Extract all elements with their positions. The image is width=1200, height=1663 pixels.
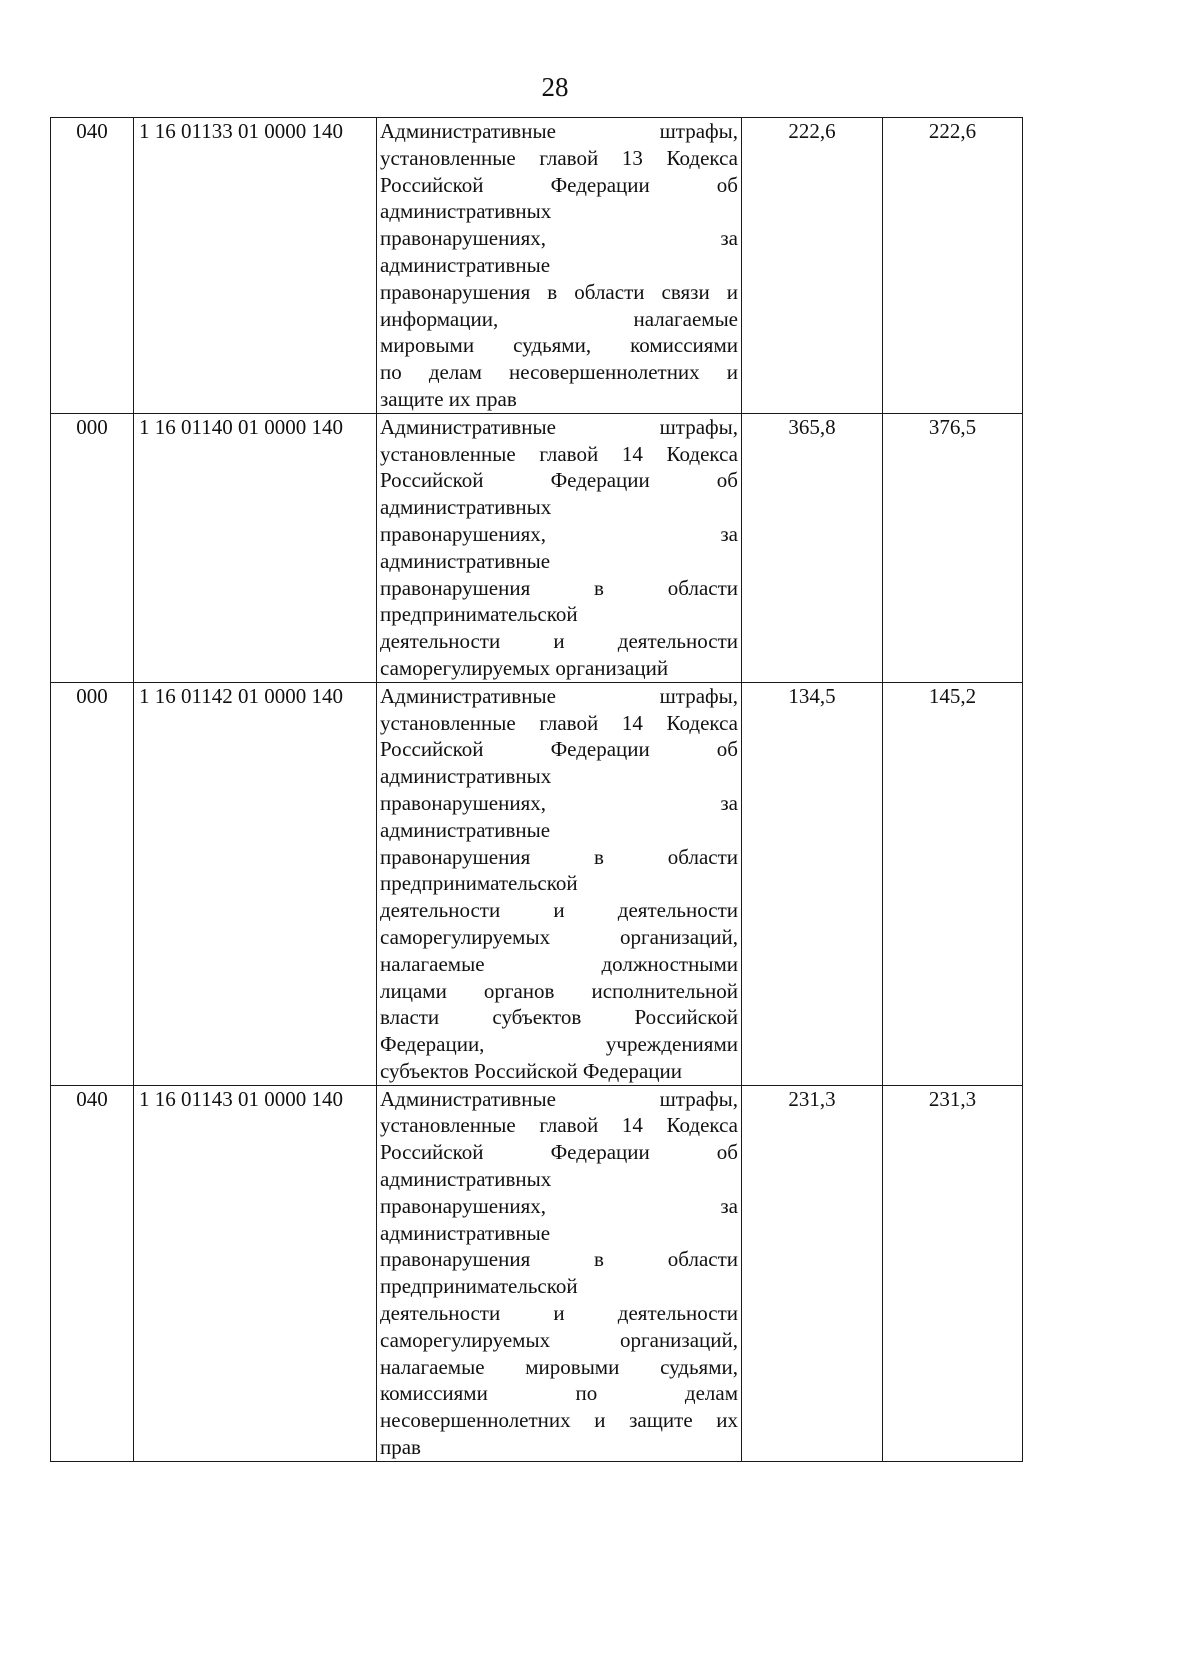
description-line: Административные штрафы, bbox=[380, 1086, 738, 1111]
revenue-description-cell bbox=[377, 682, 742, 1085]
description-line: предпринимательской bbox=[380, 871, 578, 896]
description-line: саморегулируемых организаций, bbox=[380, 1327, 738, 1352]
description-line: власти субъектов Российской bbox=[380, 1005, 738, 1030]
description-line: административные bbox=[380, 548, 551, 573]
table-row bbox=[51, 413, 1023, 682]
description-line: правонарушениях, за bbox=[380, 226, 738, 251]
description-line: правонарушения в области связи и bbox=[380, 279, 738, 304]
description-line: установленные главой 14 Кодекса bbox=[380, 1113, 738, 1138]
description-line: Федерации, учреждениями bbox=[380, 1032, 738, 1057]
budget-classification-code-cell: 1 16 01143 01 0000 140 bbox=[134, 1085, 377, 1461]
description-line: комиссиями по делам bbox=[380, 1381, 738, 1406]
admin-code-cell: 040 bbox=[51, 118, 134, 414]
description-line: установленные главой 13 Кодекса bbox=[380, 145, 738, 170]
description-line: правонарушения в области bbox=[380, 1247, 738, 1272]
description-line: административных bbox=[380, 1167, 552, 1192]
description-line: установленные главой 14 Кодекса bbox=[380, 441, 738, 466]
amount-year-1-cell: 231,3 bbox=[742, 1085, 883, 1461]
description-line: деятельности и деятельности bbox=[380, 1301, 738, 1326]
description-line: по делам несовершеннолетних и bbox=[380, 360, 738, 385]
amount-year-2-cell: 145,2 bbox=[883, 682, 1023, 1085]
description-line: Российской Федерации об bbox=[380, 468, 738, 493]
description-line: саморегулируемых организаций bbox=[380, 655, 669, 680]
description-line: налагаемые мировыми судьями, bbox=[380, 1354, 738, 1379]
description-line: мировыми судьями, комиссиями bbox=[380, 333, 738, 358]
description-line: субъектов Российской Федерации bbox=[380, 1058, 683, 1083]
description-line: правонарушения в области bbox=[380, 844, 738, 869]
description-line: Российской Федерации об bbox=[380, 737, 738, 762]
description-line: административные bbox=[380, 1220, 551, 1245]
amount-year-1-cell: 134,5 bbox=[742, 682, 883, 1085]
revenue-description-cell bbox=[377, 118, 742, 414]
description-line: защите их прав bbox=[380, 386, 517, 411]
description-line: деятельности и деятельности bbox=[380, 898, 738, 923]
revenue-description-cell bbox=[377, 413, 742, 682]
budget-classification-code-cell: 1 16 01142 01 0000 140 bbox=[134, 682, 377, 1085]
description-line: Российской Федерации об bbox=[380, 1140, 738, 1165]
description-line: правонарушениях, за bbox=[380, 790, 738, 815]
description-line: саморегулируемых организаций, bbox=[380, 924, 738, 949]
amount-year-2-cell: 231,3 bbox=[883, 1085, 1023, 1461]
admin-code-cell: 000 bbox=[51, 682, 134, 1085]
admin-code-cell: 040 bbox=[51, 1085, 134, 1461]
description-line: Административные штрафы, bbox=[380, 119, 738, 143]
description-line: административных bbox=[380, 199, 552, 224]
amount-year-1-cell: 365,8 bbox=[742, 413, 883, 682]
description-line: деятельности и деятельности bbox=[380, 629, 738, 654]
budget-revenue-table bbox=[50, 117, 1023, 1462]
description-line: информации, налагаемые bbox=[380, 306, 738, 331]
description-line: правонарушениях, за bbox=[380, 521, 738, 546]
description-line: административные bbox=[380, 252, 551, 277]
description-line: административных bbox=[380, 764, 552, 789]
description-line: Российской Федерации об bbox=[380, 172, 738, 197]
description-line: налагаемые должностными bbox=[380, 951, 738, 976]
amount-year-2-cell: 376,5 bbox=[883, 413, 1023, 682]
page-number: 28 bbox=[541, 72, 569, 102]
revenue-description-cell bbox=[377, 1085, 742, 1461]
description-line: установленные главой 14 Кодекса bbox=[380, 710, 738, 735]
description-line: правонарушениях, за bbox=[380, 1193, 738, 1218]
description-line: административных bbox=[380, 495, 552, 520]
description-line: правонарушения в области bbox=[380, 575, 738, 600]
description-line: несовершеннолетних и защите их bbox=[380, 1408, 738, 1433]
amount-year-2-cell: 222,6 bbox=[883, 118, 1023, 414]
description-line: предпринимательской bbox=[380, 1274, 578, 1299]
admin-code-cell: 000 bbox=[51, 413, 134, 682]
description-line: Административные штрафы, bbox=[380, 414, 738, 439]
table-row bbox=[51, 118, 1023, 414]
table-row bbox=[51, 682, 1023, 1085]
description-line: административные bbox=[380, 817, 551, 842]
description-line: прав bbox=[380, 1435, 421, 1460]
description-line: предпринимательской bbox=[380, 602, 578, 627]
budget-classification-code-cell: 1 16 01140 01 0000 140 bbox=[134, 413, 377, 682]
description-line: Административные штрафы, bbox=[380, 683, 738, 708]
description-line: лицами органов исполнительной bbox=[380, 978, 738, 1003]
table-body bbox=[51, 118, 1023, 1462]
amount-year-1-cell: 222,6 bbox=[742, 118, 883, 414]
budget-classification-code-cell: 1 16 01133 01 0000 140 bbox=[134, 118, 377, 414]
table-row bbox=[51, 1085, 1023, 1461]
